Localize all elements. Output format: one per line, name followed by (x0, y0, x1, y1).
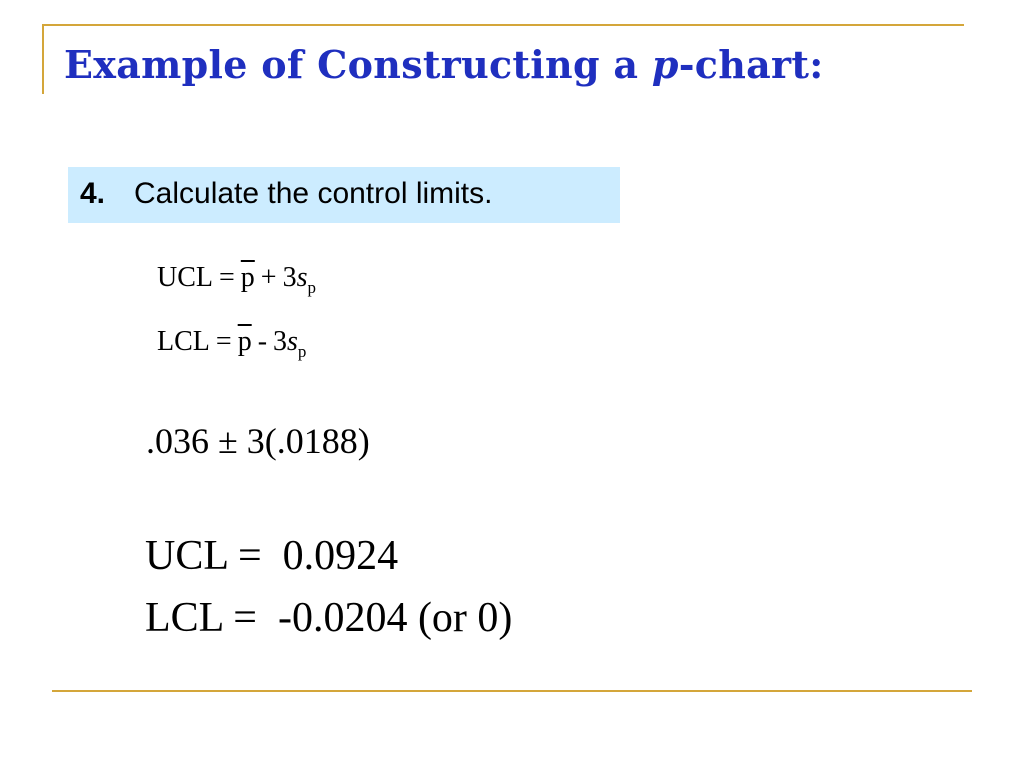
ucl-formula-lhs: UCL (157, 262, 213, 293)
lcl-formula-pbar: $\overline{p}$ (237, 326, 252, 357)
left-rule (42, 24, 44, 94)
ucl-formula-eq: = (219, 262, 235, 293)
lcl-formula-op: - (257, 326, 268, 357)
ucl-formula-coef: 3 (282, 262, 297, 293)
ucl-formula-s: s (296, 262, 308, 293)
lcl-result: LCL = -0.0204 (or 0) (145, 595, 513, 641)
title-italic-p: p (651, 42, 679, 87)
lcl-formula-lhs: LCL (157, 326, 210, 357)
lcl-formula-coef: 3 (273, 326, 288, 357)
ucl-formula (157, 262, 316, 297)
title-suffix: -chart: (678, 42, 824, 87)
ucl-formula-sub: p (307, 278, 316, 297)
lcl-formula-eq: = (215, 326, 232, 357)
slide-title (64, 42, 824, 87)
step-highlight-box (68, 167, 620, 223)
top-rule (42, 24, 964, 26)
bottom-rule (52, 690, 972, 692)
lcl-formula (157, 326, 307, 361)
lcl-formula-s: s (287, 326, 298, 357)
ucl-result: UCL = 0.0924 (145, 533, 399, 579)
ucl-formula-op: + (260, 262, 277, 293)
step-number: 4. (80, 177, 106, 210)
title-prefix: Example of Constructing a (64, 42, 652, 87)
lcl-formula-sub: p (297, 342, 307, 361)
ucl-formula-pbar: $\overline{p}$ (240, 262, 255, 293)
step-text: Calculate the control limits. (134, 177, 493, 210)
calculation-line: .036 ± 3(.0188) (146, 421, 370, 461)
